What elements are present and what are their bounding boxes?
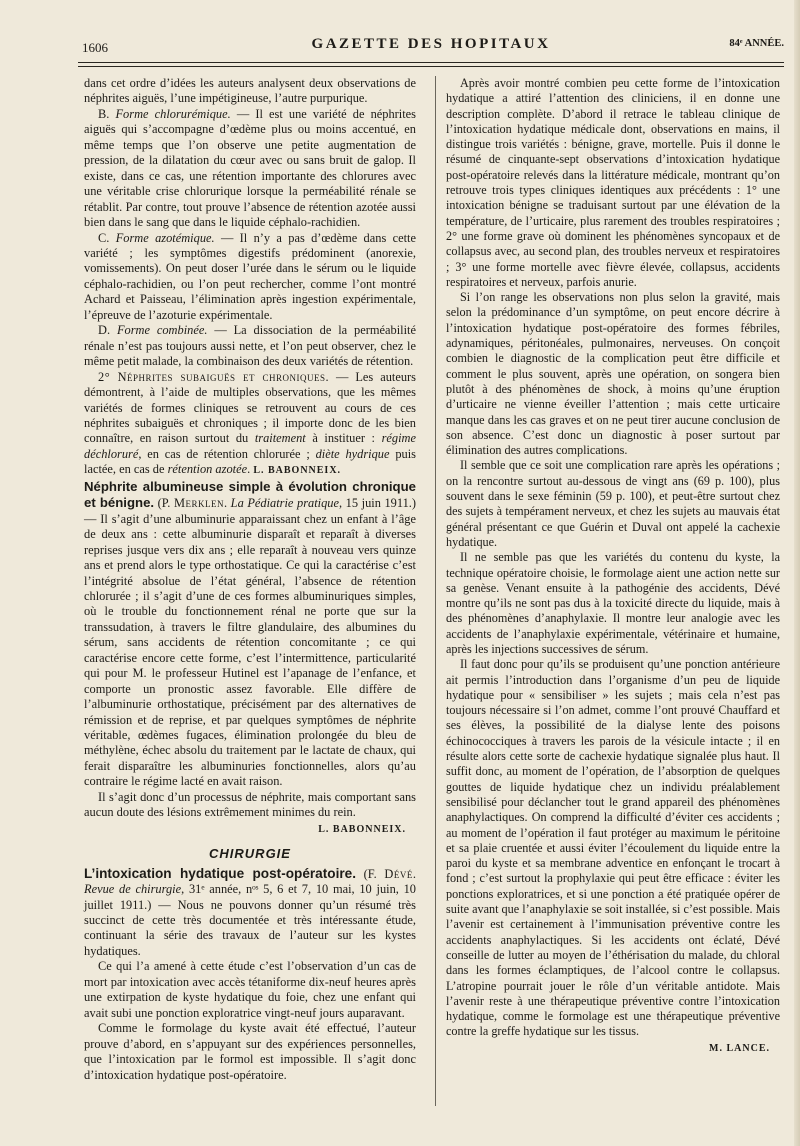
volume-year: 84ᵉ ANNÉE. bbox=[729, 38, 784, 49]
paragraph: Il semble que ce soit une complication rare après les opérations ; on la rencontre surtout au-dessous de vingt ans (69 p. 100), plus souvent dans le sexe féminin (59 p. 100), et peut-être surtout chez des sujets à tempérament nerveux, et chez les sujets au mauvais état général présentant ce que Guérin et Duval ont appelé la cachexie hydatique. bbox=[446, 458, 780, 549]
paragraph: Il s’agit donc d’un processus de néphrite, mais comportant sans aucun doute des lésions extrêmement minimes du rein. bbox=[84, 789, 416, 820]
paragraph-form-d: D. Forme combinée. — La dissociation de la perméabilité rénale n’est pas toujours aussi nette, et l’on peut observer, chez le même petit malade, la combinaison des deux variétés de rétention. bbox=[84, 323, 416, 369]
article-nephrite: Néphrite albumineuse simple à évolution chronique et bénigne. (P. Merklen. La Pédiatrie pratique, 15 juin 1911.) — Il s’agit d’une albuminurie apparaissant chez un enfant à l’âge de deux ans : cette albuminurie disparaît et reparaît à diverses reprises jusque vers dix ans ; elle reparaît à nouveau vers quinze ans et prend alors le type orthostatique. Ce qui la caractérise c’est l’intégrité absolue de l’état général, l’absence de rétention chlorurée ; il s’agit d’une de ces formes albuminuriques simples, où le trouble du fonctionnement rénal ne porte que sur la transsudation, à travers le filtre glandulaire, des albumines du sérum, sans accidents de rétention concomitante ; ce qui caractérise encore cette forme, c’est l’intermittence, particularité qui pour M. le professeur Hutinel est l’apanage de l’enfance, et comporte un pronostic assez favorable. Elle diffère de l’albuminurie orthostatique, précisément par des alternatives de rémission et de reprise, et par quelques symptômes de néphrite véritable, œdèmes fugaces, élimination prolongée du bleu de méthylène, échec absolu du traitement par le lactate de chaux, qui ferait disparaître les albuminuries fonctionnelles, alors qu’au contraire le régime lacté en avait raison. bbox=[84, 478, 417, 789]
right-column bbox=[446, 76, 780, 1059]
page-number: 1606 bbox=[82, 40, 108, 55]
paragraph: dans cet ordre d’idées les auteurs analysent deux observations de néphrites aiguës, l’une impétigineuse, l’autre purpurique. bbox=[84, 76, 416, 106]
signature: L. BABONNEIX. bbox=[318, 823, 406, 835]
article-title: L’intoxication hydatique post-opératoire. bbox=[84, 865, 356, 881]
left-column bbox=[84, 76, 416, 1083]
article-intoxication: L’intoxication hydatique post-opératoire. (F. Dévé. Revue de chirurgie, 31ᵉ année, nᵒˢ 5, 6 et 7, 10 mai, 10 juin, 10 juillet 1911.) — Nous ne pouvons donner qu’un résumé très succinct de cette très documentée et très intéressante étude, continuant la série des travaux de l’auteur sur les kystes hydatiques. bbox=[84, 865, 417, 958]
signature: M. LANCE. bbox=[709, 1042, 770, 1054]
paragraph: Il faut donc pour qu’ils se produisent qu’une ponction antérieure ait permis l’introduction dans l’organisme d’un peu de liquide hydatique pour « sensibiliser » les sujets ; mais cela n’est pas toujours nécessaire si l’on admet, comme l’ont prouvé Chauffard et ses élèves, la possibilité de la dialyse lente des poisons échinococciques à travers les parois de la vésicule intacte ; il en résulte alors cette sorte de cachexie hydatique signalée plus haut. Il suffit donc, au moment de l’opération, de l’absorption de quelques gouttes de liquide hydatique chez un individu préalablement sensibilisé pour déclancher tout le grand appareil des phénomènes anaphylactiques. On comprend la difficulté d’éviter ces accidents ; au moment de l’opération il faut protéger au maximum le péritoine et sa plaie cruentée et aussi éviter l’écoulement du liquide entre la paroi du kyste et sa membrane adventice en enfonçant le trocart à fond ; c’est surtout la prophylaxie qui peut être efficace : éviter les ponctions exploratrices, et si une ponction a été pratiquée opérer de suite avant que l’anaphylaxie se soit installée, si c’est possible. Mais l’avenir est certainement à l’immunisation préventive contre les accidents anaphylactiques. Si les accidents ont éclaté, Dévé conseille de lutter au moyen de l’éthérisation du malade, du chloral dans les formes éclamptiques, de l’alcool contre le collapsus. L’atropine pourrait jouer le rôle d’un véritable antidote. Mais l’avenir reste à une thérapeutique préventive contre l’intoxication hydatique, comme le formolage est une thérapeutique préventive contre la greffe hydatique sur les tissus. bbox=[446, 657, 780, 1039]
paragraph: Ce qui l’a amené à cette étude c’est l’observation d’un cas de mort par intoxication avec accès tétaniforme dix-neuf heures après une extirpation de kyste hydatique du foie, chez une enfant qui avait subi une ponction exploratrice vingt-neuf jours auparavant. bbox=[84, 959, 416, 1020]
paragraph-form-b: B. Forme chlorurémique. — Il est une variété de néphrites aiguës qui s’accompagne d’œdème plus ou moins accentué, en même temps que l’on observe une petite augmentation de pression, de la dilatation du cœur avec ou sans bruit de galop. Il existe, dans ce cas, une rétention importante des chlorures avec une véritable crise chlorurique lorsque la perméabilité rénale se rétablit. Par contre, tout prouve l’absence de rétention azotée aussi bien dans le sang que dans le liquide céphalo-rachidien. bbox=[84, 106, 416, 230]
signature: L. BABONNEIX. bbox=[253, 465, 342, 477]
page-header bbox=[78, 34, 784, 58]
section-heading: CHIRURGIE bbox=[209, 846, 291, 862]
article-title: Néphrite albumineuse simple à évolution chronique et bénigne. bbox=[84, 478, 416, 511]
paragraph-form-c: C. Forme azotémique. — Il n’y a pas d’œdème dans cette variété ; les symptômes digestifs prédominent (anorexie, vomissements). On peut doser l’urée dans le sérum ou le liquide céphalo-rachidien, ou l’on peut rechercher, comme l’ont montré Achard et Paisseau, l’élimination après ingestion expérimentale, l’épreuve de l’azoturie expérimentale. bbox=[84, 230, 416, 322]
header-rule-thick bbox=[78, 62, 784, 63]
paragraph: Comme le formolage du kyste avait été effectué, l’auteur prouve d’abord, en s’appuyant sur des expériences personnelles, que l’intoxication par le formol est impossible. Il s’agit donc d’intoxication hydatique post-opératoire. bbox=[84, 1021, 416, 1082]
paragraph-chronic: 2° Néphrites subaiguës et chroniques. — Les auteurs démontrent, à l’aide de multiples observations, que les mêmes variétés de formes cliniques se retrouvent au cours de ces néphrites subaiguës et chroniques ; il importe donc de les bien connaître, en raison surtout du traitement à instituer : régime déchloruré, en cas de rétention chlorurée ; diète hydrique puis lactée, en cas de rétention azotée. L. BABONNEIX. bbox=[84, 369, 416, 477]
paragraph: Si l’on range les observations non plus selon la gravité, mais selon la prédominance d’un symptôme, on peut encore décrire à l’intoxication hydatique post-opératoire des formes fébriles, adynamiques, péritonéales, pulmonaires, nerveuses. On conçoit combien le diagnostic de la complication peut être difficile et comment le plus souvent, après une opération, on songera bien plutôt à des phénomènes de shock, à moins qu’une éruption d’urticaire ne vienne éveiller l’attention ; mais cette urticaire manque dans les cas graves et on ne peut tirer aucune conclusion de son absence. C’est donc un diagnostic à poser surtout par élimination des autres complications. bbox=[446, 290, 780, 458]
page-edge bbox=[794, 0, 800, 1146]
journal-title: GAZETTE DES HOPITAUX bbox=[311, 36, 551, 52]
header-rule-thin bbox=[78, 66, 784, 67]
column-divider bbox=[435, 76, 436, 1106]
paragraph: Il ne semble pas que les variétés du contenu du kyste, la technique opératoire choisie, le formolage aient une action nette sur sa genèse. Venant ensuite à la pathogénie des accidents, Dévé montre qu’ils ne sont pas dus à la toxicité directe du liquide, mais à des phénomènes d’anaphylaxie. Il montre leur analogie avec les accidents de l’anaphylaxie expérimentale, vétérinaire et humaine, après les injections successives de sérum. bbox=[446, 550, 780, 656]
paragraph: Après avoir montré combien peu cette forme de l’intoxication hydatique a attiré l’attention des cliniciens, il en donne une description complète. D’abord il retrace le tableau clinique de l’intoxication hydatique médicale dont, observations en mains, il distingue trois variétés : bénigne, grave, mortelle. Puis il donne le résumé de cinquante-sept observations d’intoxication hydatique post-opératoire relevés dans la littérature médicale, montrant qu’on retrouve trois types cliniques identiques aux précédents : 1° une intoxication bénigne se traduisant surtout par une élévation de la température, de l’urticaire, plus rarement des troubles respiratoires ; 2° une forme grave où dominent les phénomènes syncopaux et de collapsus avec, au second plan, des troubles nerveux et respiratoires ; 3° une forme mortelle avec fièvre élevée, collapsus, accidents respiratoires et nerveux, parfois anurie. bbox=[446, 76, 780, 289]
